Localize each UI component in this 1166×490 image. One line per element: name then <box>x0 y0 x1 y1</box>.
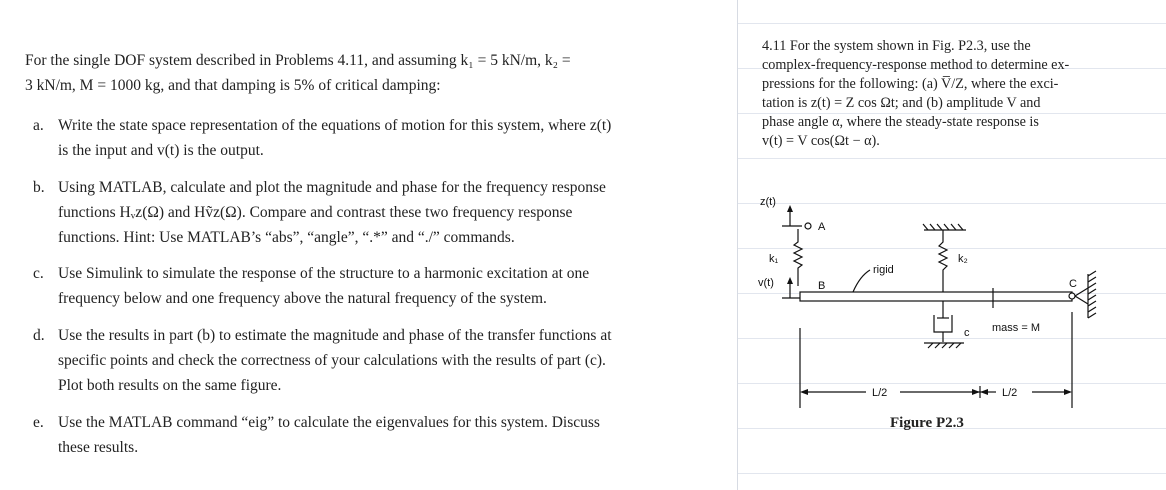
k2-label: k₂ <box>958 253 968 265</box>
item-a-line-1: Write the state space representation of the equations of motion for this system, where z(t) <box>58 117 612 134</box>
a-label: A <box>818 221 826 233</box>
l2-left-label: L/2 <box>872 387 888 399</box>
item-b-line-2: functions Hᵥz(Ω) and Hṽz(Ω). Compare and contrast these two frequency response <box>58 204 573 221</box>
dim-arrow-right-icon <box>1064 389 1072 395</box>
spring-k2-icon <box>939 230 947 292</box>
dashpot-ground-hatch-icon <box>928 343 961 348</box>
v-arrowhead-icon <box>787 277 793 284</box>
dim-arrow-mid-right-icon <box>980 389 988 395</box>
point-a-circle <box>805 223 811 229</box>
item-b-line-1: Using MATLAB, calculate and plot the magnitude and phase for the frequency response <box>58 179 606 196</box>
wall-hatch-icon <box>1088 271 1096 318</box>
b-label: B <box>818 280 826 292</box>
item-e-line-2: these results. <box>58 439 139 456</box>
item-c-line-2: frequency below and one frequency above the natural frequency of the system. <box>58 290 547 307</box>
item-d-line-2: specific points and check the correctness of your calculations with the results of part (c). <box>58 352 606 369</box>
k2-ground-hatch-icon <box>923 224 963 230</box>
pin-link-lower <box>1075 296 1088 304</box>
item-b-line-3: functions. Hint: Use MATLAB’s “abs”, “angle”, “.*” and “./” commands. <box>58 229 515 246</box>
intro-line-2: 3 kN/m, M = 1000 kg, and that damping is 5% of critical damping: <box>25 77 441 94</box>
rigid-beam <box>800 292 1072 301</box>
spring-k1-icon <box>794 229 802 286</box>
item-e-line-1: Use the MATLAB command “eig” to calculate the eigenvalues for this system. Discuss <box>58 414 600 431</box>
problem-line-5: phase angle α, where the steady-state response is <box>762 114 1039 130</box>
problem-line-6: v(t) = V cos(Ωt − α). <box>762 133 880 149</box>
problem-line-2: complex-frequency-response method to determine ex- <box>762 57 1070 73</box>
z-arrowhead-icon <box>787 205 793 212</box>
item-c-label: c. <box>33 265 44 282</box>
l2-right-label: L/2 <box>1002 387 1018 399</box>
c-end-label: C <box>1069 278 1077 290</box>
item-e-label: e. <box>33 414 44 431</box>
ruled-line <box>738 473 1166 474</box>
figure-p2-3 <box>738 180 1166 410</box>
c-damper-label: c <box>964 327 970 339</box>
item-d-line-1: Use the results in part (b) to estimate the magnitude and phase of the transfer functions at <box>58 327 612 344</box>
ruled-line <box>738 23 1166 24</box>
v-label: v(t) <box>758 277 774 289</box>
item-b-label: b. <box>33 179 45 196</box>
item-a-label: a. <box>33 117 44 134</box>
k1-label: k₁ <box>769 253 779 265</box>
item-a-line-2: is the input and v(t) is the output. <box>58 142 264 159</box>
item-d-label: d. <box>33 327 45 344</box>
problem-line-1: 4.11 For the system shown in Fig. P2.3, use the <box>762 38 1031 54</box>
item-d-line-3: Plot both results on the same figure. <box>58 377 282 394</box>
dim-arrow-left-icon <box>800 389 808 395</box>
z-label: z(t) <box>760 196 776 208</box>
right-textbook-panel <box>738 0 1166 490</box>
problem-line-4: tation is z(t) = Z cos Ωt; and (b) amplitude V and <box>762 95 1041 111</box>
rigid-leader-line <box>853 270 870 292</box>
intro-line-1: For the single DOF system described in Problems 4.11, and assuming k₁ = 5 kN/m, k₂ = <box>25 52 571 69</box>
problem-line-3: pressions for the following: (a) V̅/Z, where the exci- <box>762 76 1059 92</box>
pin-c-circle <box>1069 293 1075 299</box>
mass-label: mass = M <box>992 322 1040 334</box>
item-c-line-1: Use Simulink to simulate the response of the structure to a harmonic excitation at one <box>58 265 590 282</box>
rigid-label: rigid <box>873 264 894 276</box>
dim-arrow-mid-left-icon <box>972 389 980 395</box>
problem-4-11-text <box>762 37 1128 151</box>
ruled-line <box>738 158 1166 159</box>
figure-caption: Figure P2.3 <box>890 415 964 431</box>
